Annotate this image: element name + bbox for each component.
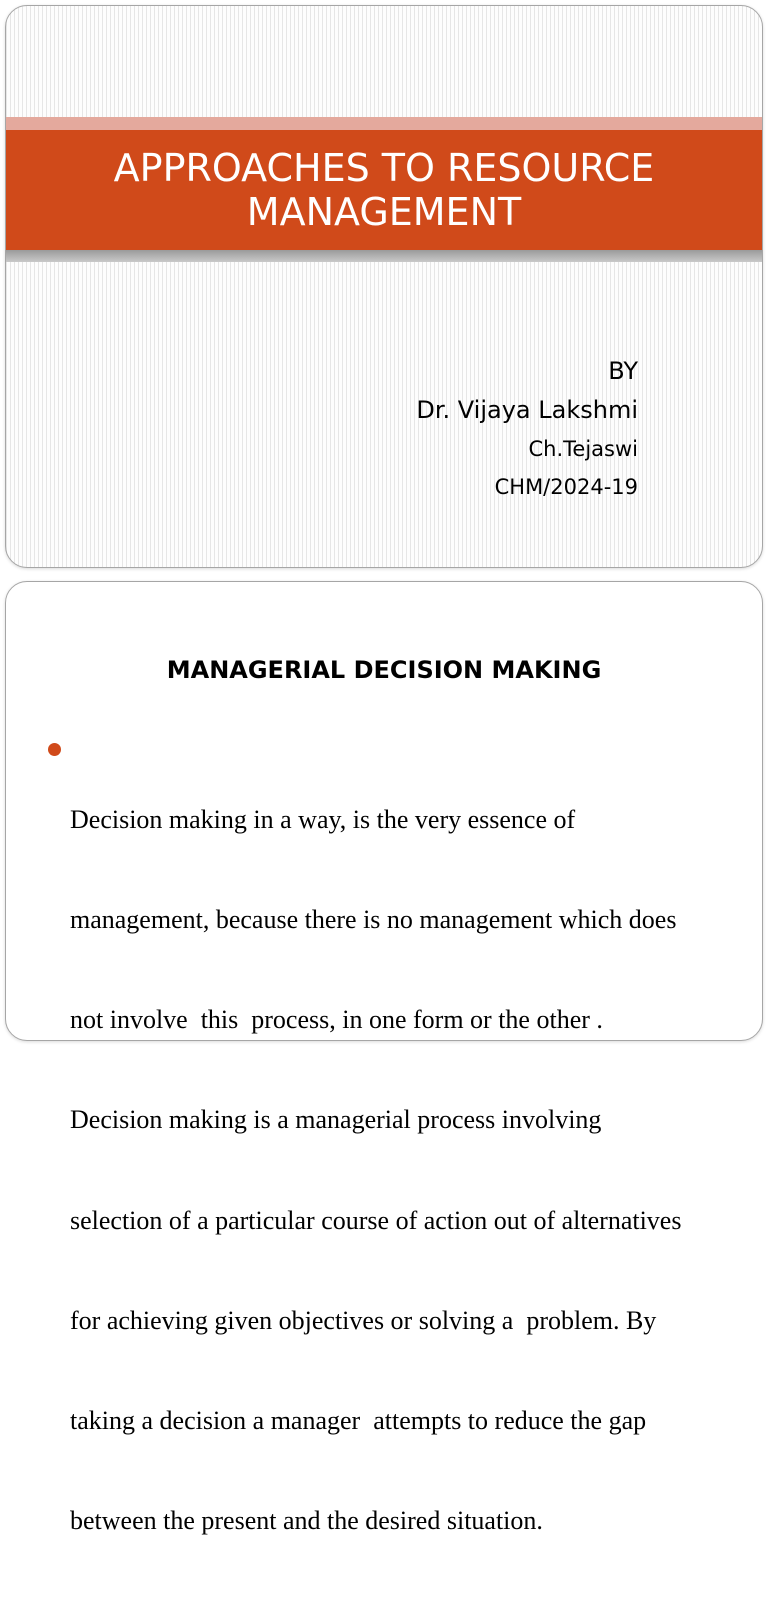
bullet-line: management, because there is no management which does (70, 905, 677, 935)
bullet-line: Decision making is a managerial process involving (70, 1105, 602, 1135)
bullet-line: taking a decision a manager attempts to reduce the gap (70, 1406, 647, 1436)
byline-by: BY (608, 357, 638, 385)
slide-title (64, 146, 704, 234)
byline-roll-number: CHM/2024-19 (494, 475, 638, 499)
bullet-line: not involve this process, in one form or the other . (70, 1005, 603, 1035)
slide-2 (5, 581, 763, 1536)
byline (416, 352, 638, 506)
bullet-text (70, 736, 681, 1605)
slide-title-line-1: APPROACHES TO RESOURCE (113, 146, 655, 190)
bullet-dot-icon (48, 743, 61, 756)
bullet-line: selection of a particular course of action out of alternatives (70, 1205, 682, 1235)
title-band (6, 130, 762, 250)
byline-student: Ch.Tejaswi (528, 437, 638, 461)
slide-heading: MANAGERIAL DECISION MAKING (166, 656, 602, 684)
bullet-line: for achieving given objectives or solving a problem. By (70, 1305, 657, 1335)
title-band-accent (6, 117, 762, 130)
bullet-item (48, 736, 738, 1605)
byline-author: Dr. Vijaya Lakshmi (416, 396, 638, 424)
title-band-shadow (6, 250, 762, 262)
bullet-line: Decision making in a way, is the very essence of (70, 804, 576, 834)
slide-title-line-2: MANAGEMENT (246, 190, 522, 234)
bullet-line: between the present and the desired situation. (70, 1506, 543, 1536)
slide-1 (5, 5, 763, 568)
